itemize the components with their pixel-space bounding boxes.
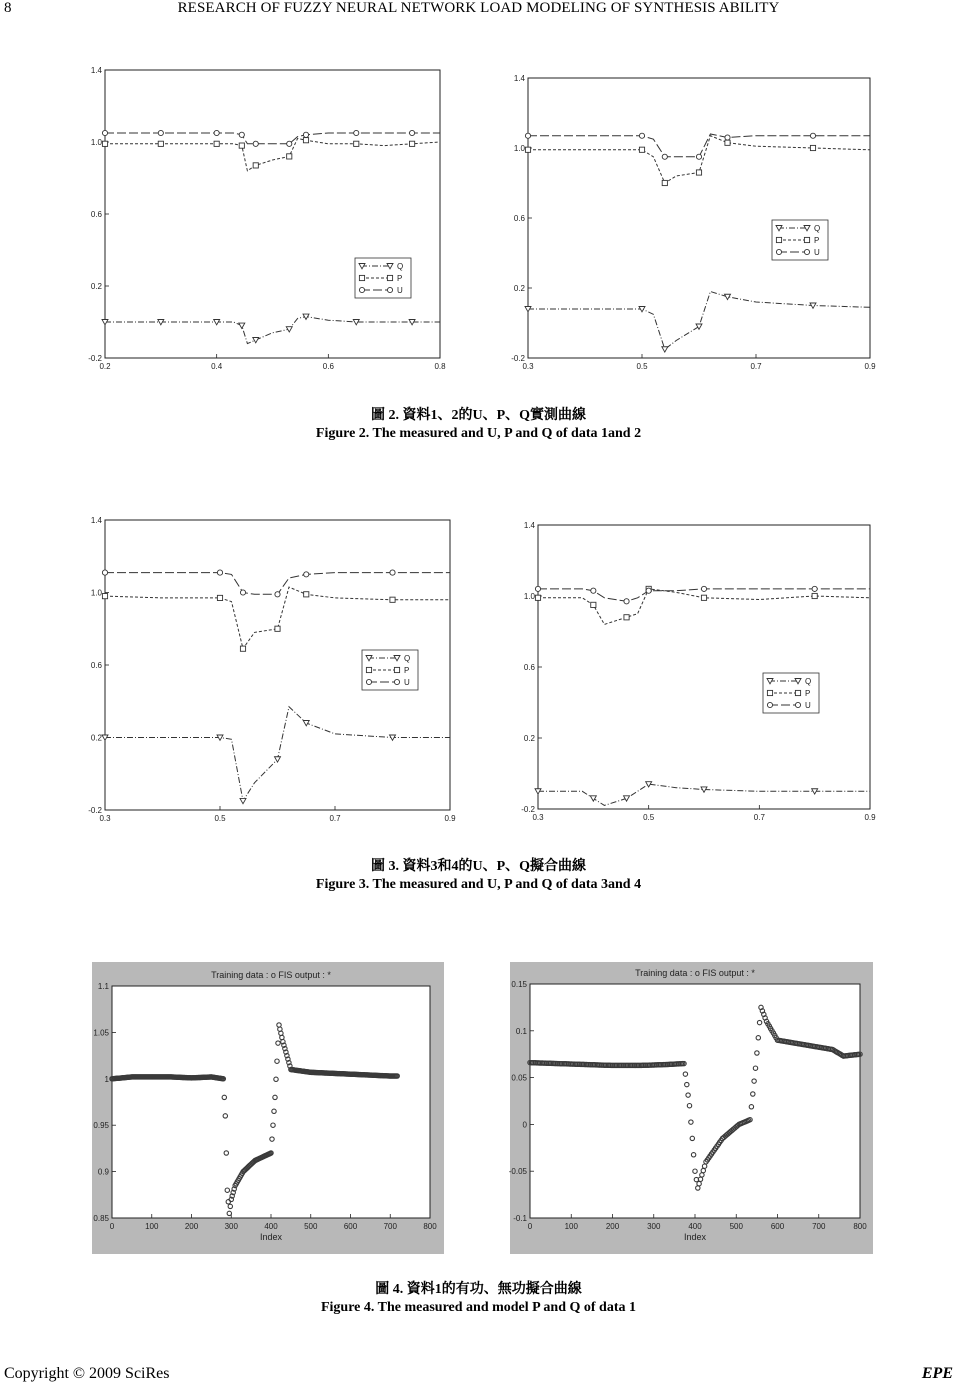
data-point-P [354, 141, 359, 146]
data-point-P [240, 646, 245, 651]
data-point-P [158, 141, 163, 146]
x-tick-label: 400 [264, 1222, 278, 1231]
plot-area [105, 70, 440, 358]
y-tick-label: 1.05 [93, 1028, 109, 1038]
y-tick-label: 1.0 [90, 588, 102, 598]
data-point-U [662, 154, 667, 159]
data-point-P [303, 138, 308, 143]
y-tick-label: -0.05 [508, 1167, 527, 1177]
y-tick-label: 1.4 [90, 516, 102, 525]
x-tick-label: 500 [304, 1222, 318, 1231]
y-tick-label: 1.0 [523, 592, 535, 601]
y-tick-label: 1.4 [90, 66, 102, 75]
figure-3a-plot [80, 510, 460, 830]
x-tick-label: 300 [647, 1222, 661, 1231]
data-point-P [535, 595, 540, 600]
data-point-U [525, 133, 530, 138]
data-point-P [390, 597, 395, 602]
copyright-notice: Copyright © 2009 SciRes [4, 1365, 170, 1382]
data-point-P [239, 143, 244, 148]
data-point-P [287, 154, 292, 159]
legend-marker-U [366, 679, 371, 684]
data-point-U [390, 570, 395, 575]
figure-2-caption-en: Figure 2. The measured and U, P and Q of data 1and 2 [315, 426, 642, 441]
fig4a-svg [92, 962, 444, 1254]
legend-label-Q: Q [397, 262, 404, 271]
legend-label-P: P [404, 666, 410, 675]
x-tick-label: 0.5 [636, 362, 648, 371]
data-point-U [303, 132, 308, 137]
data-point-P [701, 595, 706, 600]
data-point-U [287, 141, 292, 146]
fig4b-svg [510, 962, 873, 1254]
data-point-P [810, 145, 815, 150]
legend-label-P: P [397, 274, 403, 283]
legend-marker-U [767, 702, 772, 707]
x-tick-label: 0.5 [214, 814, 226, 823]
x-tick-label: 800 [423, 1222, 437, 1231]
x-tick-label: 300 [224, 1222, 238, 1231]
legend-label-U: U [404, 678, 410, 687]
y-tick-label: 1.4 [513, 74, 525, 83]
x-tick-label: 0.9 [864, 813, 876, 822]
x-tick-label: 0 [109, 1222, 115, 1231]
fig2a-svg [80, 60, 460, 380]
figure-2b-plot [500, 68, 880, 380]
plot-area [530, 984, 860, 1218]
data-point-P [304, 592, 309, 597]
data-point-U [214, 130, 219, 135]
y-tick-label: 0.2 [90, 733, 102, 743]
data-point-P [624, 615, 629, 620]
data-point-U [639, 133, 644, 138]
y-tick-label: 0.2 [513, 284, 525, 293]
data-point-P [102, 141, 107, 146]
legend [362, 650, 418, 690]
legend-marker-U [394, 679, 399, 684]
x-tick-label: 0.6 [322, 362, 334, 371]
y-tick-label: 0.85 [93, 1214, 109, 1223]
figure-4b-plot [510, 962, 873, 1254]
figure-4-caption-cn: 圖 4. 資料1的有功、無功擬合曲線 [375, 1282, 582, 1297]
data-point-U [409, 130, 414, 135]
x-tick-label: 600 [343, 1222, 358, 1231]
legend [763, 673, 819, 713]
x-tick-label: 400 [688, 1222, 702, 1231]
y-tick-label: -0.2 [521, 805, 535, 814]
legend-label-P: P [805, 689, 811, 698]
data-point-U [217, 570, 222, 575]
data-point-U [102, 130, 107, 135]
figure-3-caption-en: Figure 3. The measured and U, P and Q of data 3and 4 [315, 877, 642, 892]
x-tick-label: 0.9 [864, 362, 876, 371]
x-tick-label: 200 [605, 1222, 620, 1231]
figure-4a-plot [92, 962, 444, 1254]
x-tick-label: 100 [564, 1222, 578, 1231]
data-point-U [810, 133, 815, 138]
data-point-P [217, 595, 222, 600]
plot-area [528, 78, 870, 358]
x-tick-label: 0.3 [99, 814, 111, 823]
legend-marker-P [359, 275, 364, 280]
y-tick-label: -0.2 [511, 354, 525, 363]
figure-2a-plot [80, 60, 460, 380]
y-tick-label: 0.9 [97, 1167, 109, 1177]
data-point-U [253, 141, 258, 146]
data-point-U [812, 586, 817, 591]
x-tick-label: 0.9 [444, 814, 456, 823]
figure-3-caption-cn: 圖 3. 資料3和4的U、P、Q擬合曲線 [370, 859, 587, 874]
x-tick-label: 500 [729, 1222, 743, 1231]
x-axis-label: Index [259, 1232, 283, 1242]
y-tick-label: 0.6 [523, 663, 535, 672]
page-number: 8 [4, 0, 12, 16]
legend-marker-P [804, 237, 809, 242]
y-tick-label: -0.1 [513, 1214, 527, 1223]
data-point-U [646, 588, 651, 593]
legend-label-U: U [805, 701, 811, 710]
journal-name: EPE [921, 1365, 953, 1382]
x-tick-label: 0.8 [434, 362, 446, 371]
data-point-U [701, 586, 706, 591]
data-point-U [624, 599, 629, 604]
legend-marker-P [795, 690, 800, 695]
y-tick-label: 0 [522, 1120, 527, 1130]
x-tick-label: 800 [853, 1222, 867, 1231]
legend-marker-U [776, 249, 781, 254]
x-tick-label: 0.2 [99, 362, 111, 371]
y-tick-label: 0.2 [523, 734, 535, 743]
data-point-U [158, 130, 163, 135]
data-point-U [354, 130, 359, 135]
y-tick-label: 0.95 [93, 1121, 109, 1131]
data-point-P [639, 147, 644, 152]
data-point-U [696, 154, 701, 159]
chart-title: Training data : o FIS output : * [211, 970, 331, 980]
data-point-U [102, 570, 107, 575]
x-tick-label: 100 [145, 1222, 159, 1231]
x-tick-label: 0.3 [532, 813, 544, 822]
legend [355, 258, 411, 298]
y-tick-label: 1.0 [513, 144, 525, 153]
legend-label-Q: Q [814, 224, 821, 233]
legend-marker-U [795, 702, 800, 707]
data-point-P [812, 593, 817, 598]
data-point-U [239, 132, 244, 137]
y-tick-label: 0.6 [90, 661, 102, 670]
data-point-P [662, 180, 667, 185]
data-point-P [591, 602, 596, 607]
legend-marker-U [804, 249, 809, 254]
data-point-U [275, 592, 280, 597]
data-point-P [214, 141, 219, 146]
x-tick-label: 200 [184, 1222, 199, 1231]
y-tick-label: 0.1 [515, 1026, 527, 1036]
y-tick-label: 1.4 [523, 521, 535, 530]
x-tick-label: 0.5 [643, 813, 655, 822]
fig2b-svg [500, 68, 880, 380]
x-tick-label: 600 [770, 1222, 785, 1231]
figure-4-caption-en: Figure 4. The measured and model P and Q of data 1 [320, 1300, 637, 1315]
y-tick-label: 0.2 [90, 282, 102, 291]
legend-marker-P [767, 690, 772, 695]
y-tick-label: -0.2 [88, 806, 102, 815]
data-point-P [409, 141, 414, 146]
plot-area [538, 525, 870, 809]
x-tick-label: 700 [812, 1222, 826, 1231]
plot-area [112, 986, 430, 1218]
legend-marker-P [387, 275, 392, 280]
y-tick-label: 0.6 [90, 210, 102, 219]
x-tick-label: 0.7 [750, 362, 762, 371]
legend-marker-P [366, 667, 371, 672]
data-point-P [253, 163, 258, 168]
y-tick-label: 1 [104, 1074, 109, 1084]
y-tick-label: -0.2 [88, 354, 102, 363]
x-tick-label: 0.4 [211, 362, 223, 371]
x-tick-label: 0.7 [753, 813, 765, 822]
figure-3b-plot [510, 515, 880, 827]
data-point-U [304, 572, 309, 577]
data-point-U [535, 586, 540, 591]
figure-2-caption-cn: 圖 2. 資料1、2的U、P、Q實測曲線 [370, 408, 587, 423]
y-tick-label: 1.0 [90, 138, 102, 147]
y-tick-label: 1.1 [97, 982, 109, 991]
data-point-P [525, 147, 530, 152]
y-tick-label: 0.6 [513, 214, 525, 223]
data-point-U [725, 135, 730, 140]
legend [772, 220, 828, 260]
x-tick-label: 0.7 [329, 814, 341, 823]
running-title: RESEARCH OF FUZZY NEURAL NETWORK LOAD MODELING OF SYNTHESIS ABILITY [177, 0, 780, 16]
data-point-P [275, 626, 280, 631]
legend-label-Q: Q [404, 654, 411, 663]
legend-marker-P [776, 237, 781, 242]
x-tick-label: 0.3 [522, 362, 534, 371]
legend-label-U: U [814, 248, 820, 257]
data-point-P [725, 140, 730, 145]
data-point-U [591, 588, 596, 593]
legend-label-P: P [814, 236, 820, 245]
legend-marker-U [359, 287, 364, 292]
y-tick-label: 0.15 [511, 980, 527, 989]
legend-marker-U [387, 287, 392, 292]
fig3a-svg [80, 510, 460, 830]
y-tick-label: 0.05 [511, 1073, 527, 1083]
legend-label-U: U [397, 286, 403, 295]
legend-label-Q: Q [805, 677, 812, 686]
x-axis-label: Index [683, 1232, 707, 1242]
x-tick-label: 700 [383, 1222, 397, 1231]
data-point-P [696, 170, 701, 175]
fig3b-svg [510, 515, 880, 827]
x-tick-label: 0 [527, 1222, 533, 1231]
data-point-U [240, 590, 245, 595]
data-point-P [102, 594, 107, 599]
legend-marker-P [394, 667, 399, 672]
chart-title: Training data : o FIS output : * [635, 968, 755, 978]
